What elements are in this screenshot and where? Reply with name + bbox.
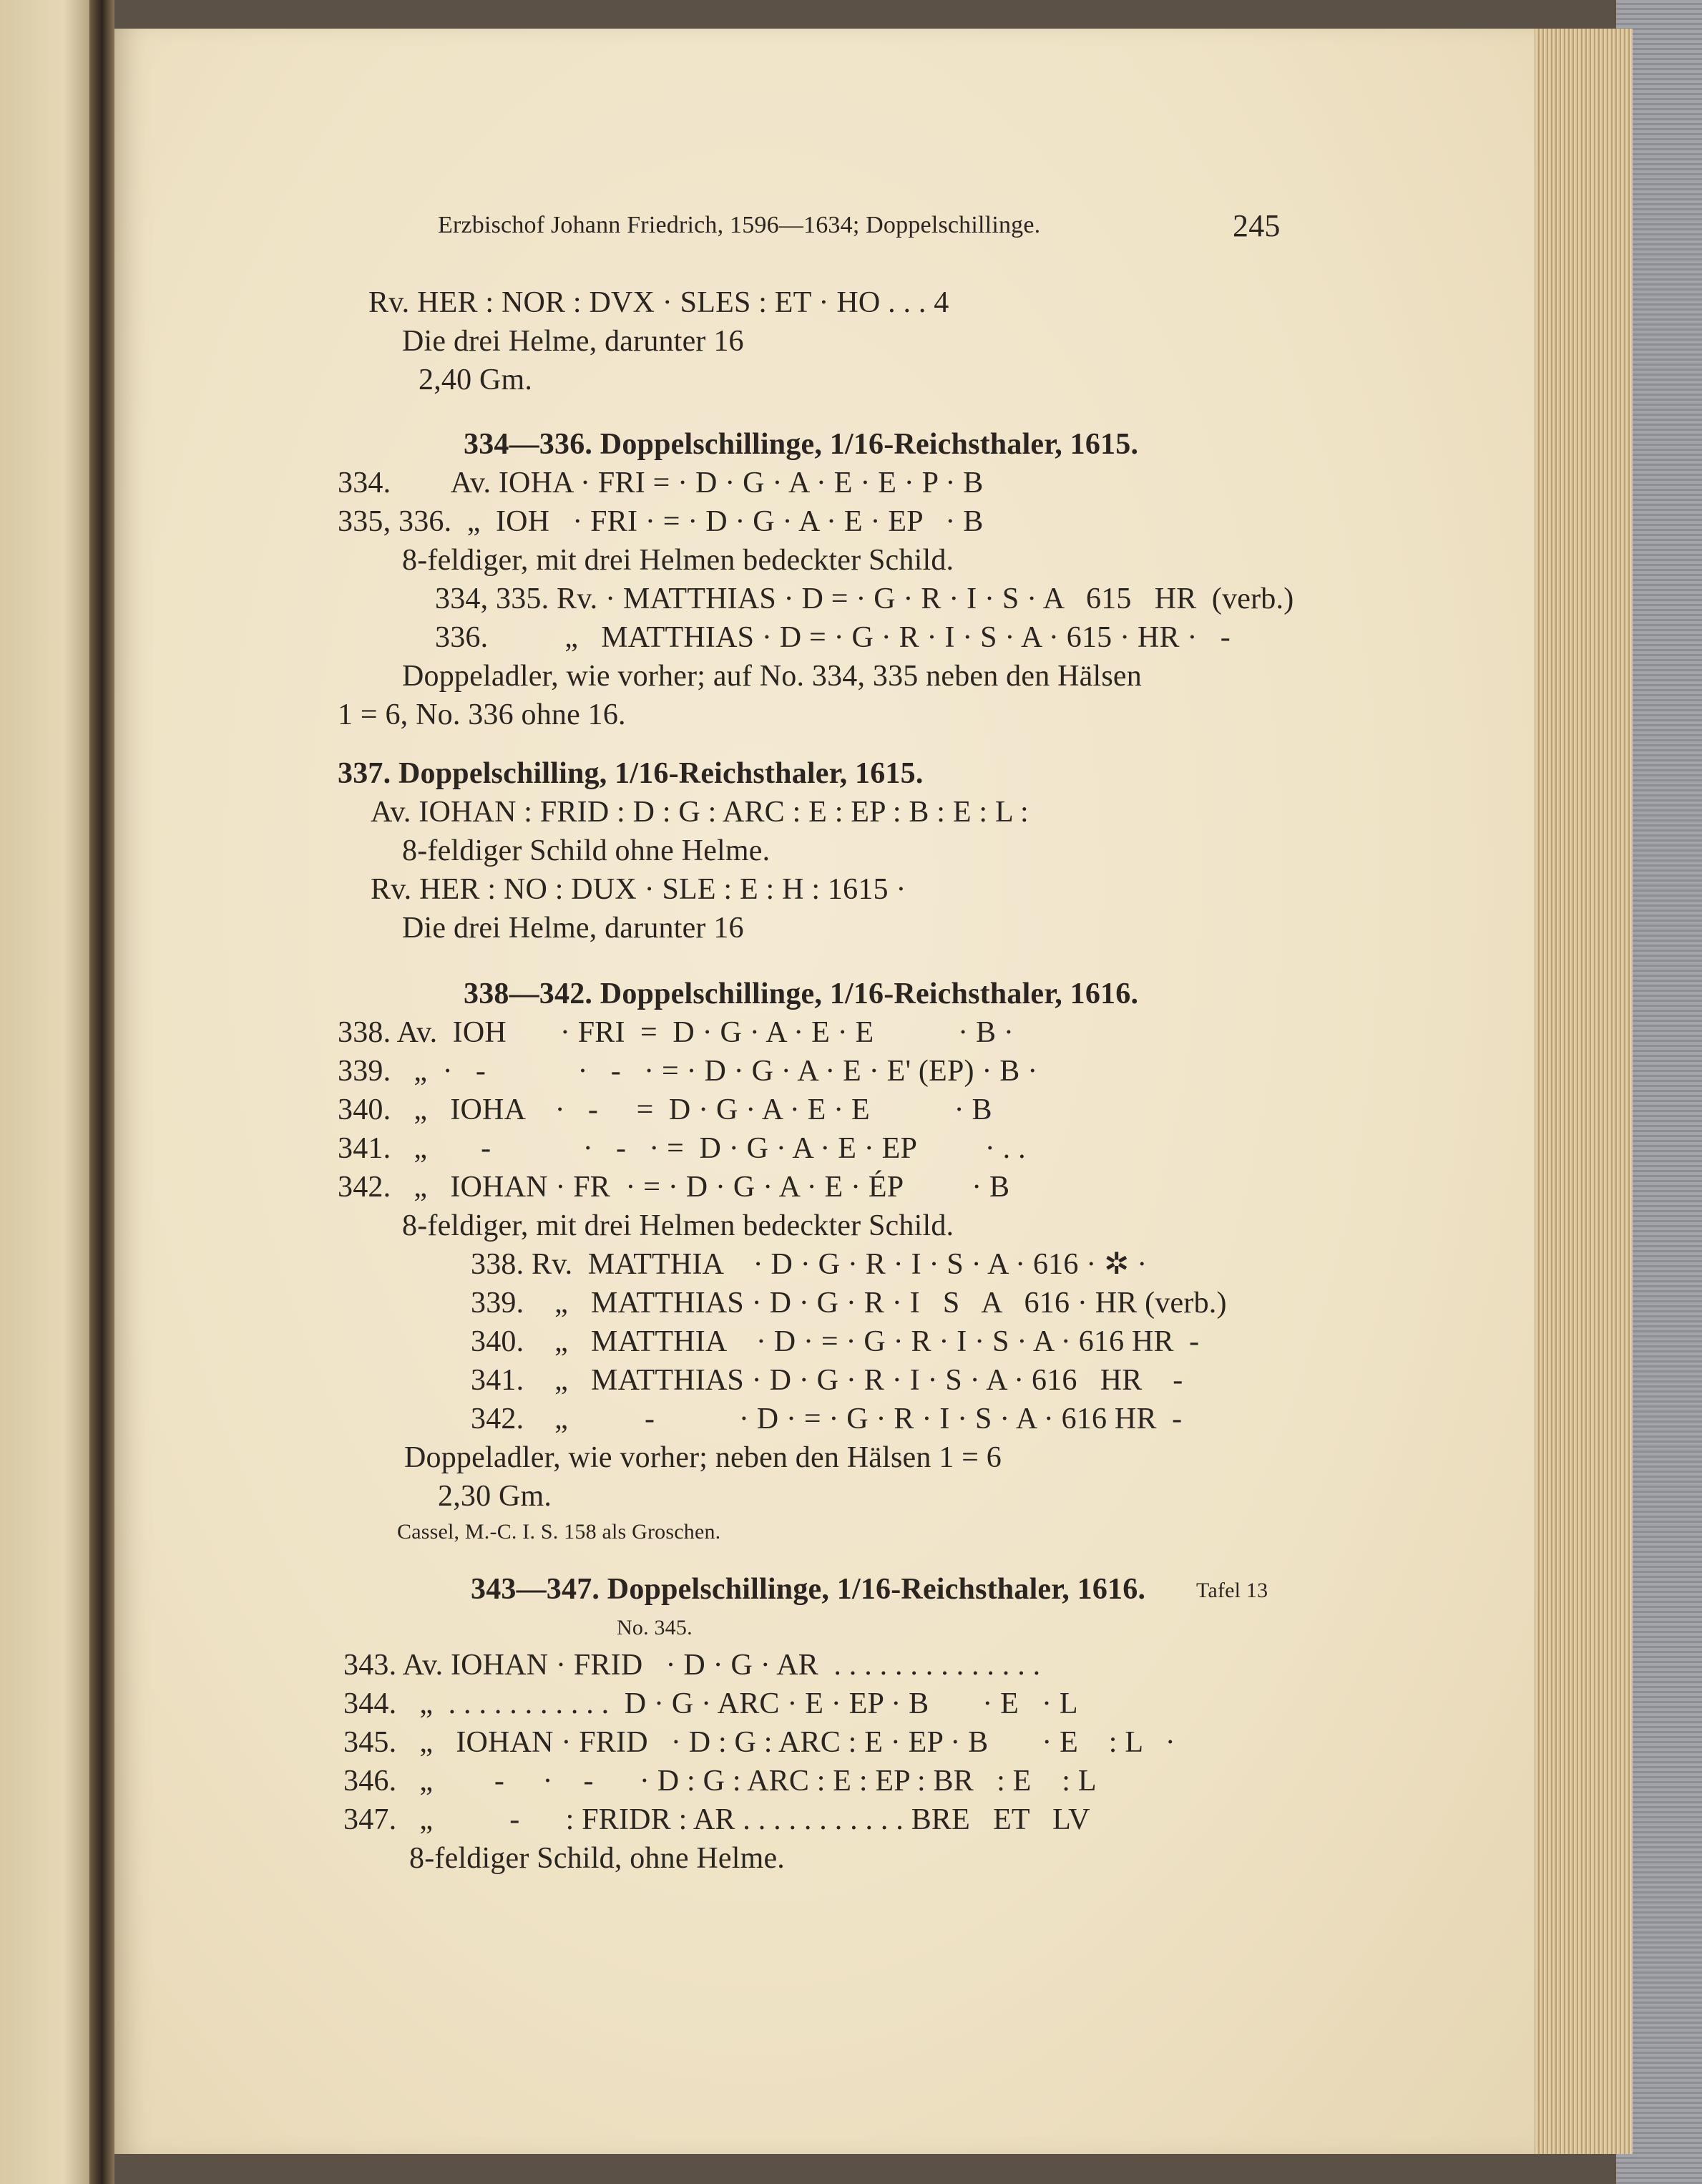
- section-heading: 338—342. Doppelschillinge, 1/16-Reichsthaler, 1616.: [464, 978, 1139, 1010]
- text-line: Rv. HER : NO : DUX · SLE : E : H : 1615 ·: [371, 873, 906, 906]
- text-line: 8-feldiger, mit drei Helmen bedeckter Schild.: [402, 544, 954, 577]
- text-line: 8-feldiger, mit drei Helmen bedeckter Schild.: [402, 1209, 954, 1242]
- page-number: 245: [1233, 208, 1281, 243]
- text-line: Doppeladler, wie vorher; auf No. 334, 335 neben den Hälsen: [402, 660, 1142, 693]
- text-line: 340. „ IOHA · - = D · G · A · E · E · B: [338, 1093, 992, 1126]
- text-line: 346. „ - · - · D : G : ARC : E : EP : BR : E : L: [343, 1765, 1097, 1798]
- text-line: 347. „ - : FRIDR : AR . . . . . . . . . . . BRE ET LV: [343, 1803, 1090, 1836]
- text-line: 334. Av. IOHA · FRI = · D · G · A · E · E · P · B: [338, 467, 984, 499]
- text-line: 344. „ . . . . . . . . . . . D · G · ARC · E · EP · B · E · L: [343, 1687, 1078, 1720]
- text-line: 8-feldiger Schild ohne Helme.: [402, 834, 771, 867]
- book-gutter: [89, 0, 114, 2184]
- text-line: 336. „ MATTHIAS · D = · G · R · I · S · A · 615 · HR · -: [435, 621, 1231, 654]
- text-line: 338. Av. IOH · FRI = D · G · A · E · E · B ·: [338, 1016, 1014, 1049]
- section-heading: 334—336. Doppelschillinge, 1/16-Reichsthaler, 1615.: [464, 428, 1139, 461]
- page-edges: [1531, 29, 1633, 2154]
- text-line: Die drei Helme, darunter 16: [402, 912, 744, 945]
- text-line: 2,40 Gm.: [419, 364, 533, 396]
- plate-reference: Tafel 13: [1196, 1579, 1268, 1602]
- text-line: 339. „ MATTHIAS · D · G · R · I S A 616 · HR (verb.): [471, 1287, 1227, 1320]
- text-line: 340. „ MATTHIA · D · = · G · R · I · S · A · 616 HR -: [471, 1325, 1200, 1358]
- text-line: 341. „ - · - · = D · G · A · E · EP · . .: [338, 1132, 1026, 1165]
- text-line: 2,30 Gm.: [438, 1480, 552, 1513]
- text-line: Die drei Helme, darunter 16: [402, 325, 744, 358]
- plate-number: No. 345.: [617, 1616, 693, 1639]
- text-line: 342. „ IOHAN · FR · = · D · G · A · E · ÉP · B: [338, 1171, 1010, 1204]
- text-line: 335, 336. „ IOH · FRI · = · D · G · A · E · EP · B: [338, 505, 984, 538]
- text-line: 339. „ · - · - · = · D · G · A · E · E' (EP) · B ·: [338, 1055, 1038, 1088]
- text-line: 334, 335. Rv. · MATTHIAS · D = · G · R · I · S · A 615 HR (verb.): [435, 582, 1294, 615]
- text-line: Doppeladler, wie vorher; neben den Hälsen 1 = 6: [404, 1441, 1002, 1474]
- text-line: 343. Av. IOHAN · FRID · D · G · AR . . . . . . . . . . . . . .: [343, 1649, 1041, 1682]
- text-line: 338. Rv. MATTHIA · D · G · R · I · S · A · 616 · ✲ ·: [471, 1248, 1148, 1281]
- text-line: 345. „ IOHAN · FRID · D : G : ARC : E · EP · B · E : L ·: [343, 1726, 1175, 1759]
- text-line: Av. IOHAN : FRID : D : G : ARC : E : EP : B : E : L :: [371, 796, 1029, 829]
- text-line: 342. „ - · D · = · G · R · I · S · A · 616 HR -: [471, 1403, 1183, 1435]
- text-line: 8-feldiger Schild, ohne Helme.: [409, 1842, 786, 1875]
- section-heading: 337. Doppelschilling, 1/16-Reichsthaler, 1615.: [338, 757, 924, 790]
- text-line: Rv. HER : NOR : DVX · SLES : ET · HO . . . 4: [368, 286, 949, 319]
- text-line: 1 = 6, No. 336 ohne 16.: [338, 698, 626, 731]
- running-title: Erzbischof Johann Friedrich, 1596—1634; Doppelschillinge.: [438, 212, 1041, 238]
- reference-note: Cassel, M.-C. I. S. 158 als Groschen.: [397, 1520, 721, 1544]
- section-heading: 343—347. Doppelschillinge, 1/16-Reichsthaler, 1616.: [471, 1573, 1146, 1606]
- text-line: 341. „ MATTHIAS · D · G · R · I · S · A · 616 HR -: [471, 1364, 1183, 1397]
